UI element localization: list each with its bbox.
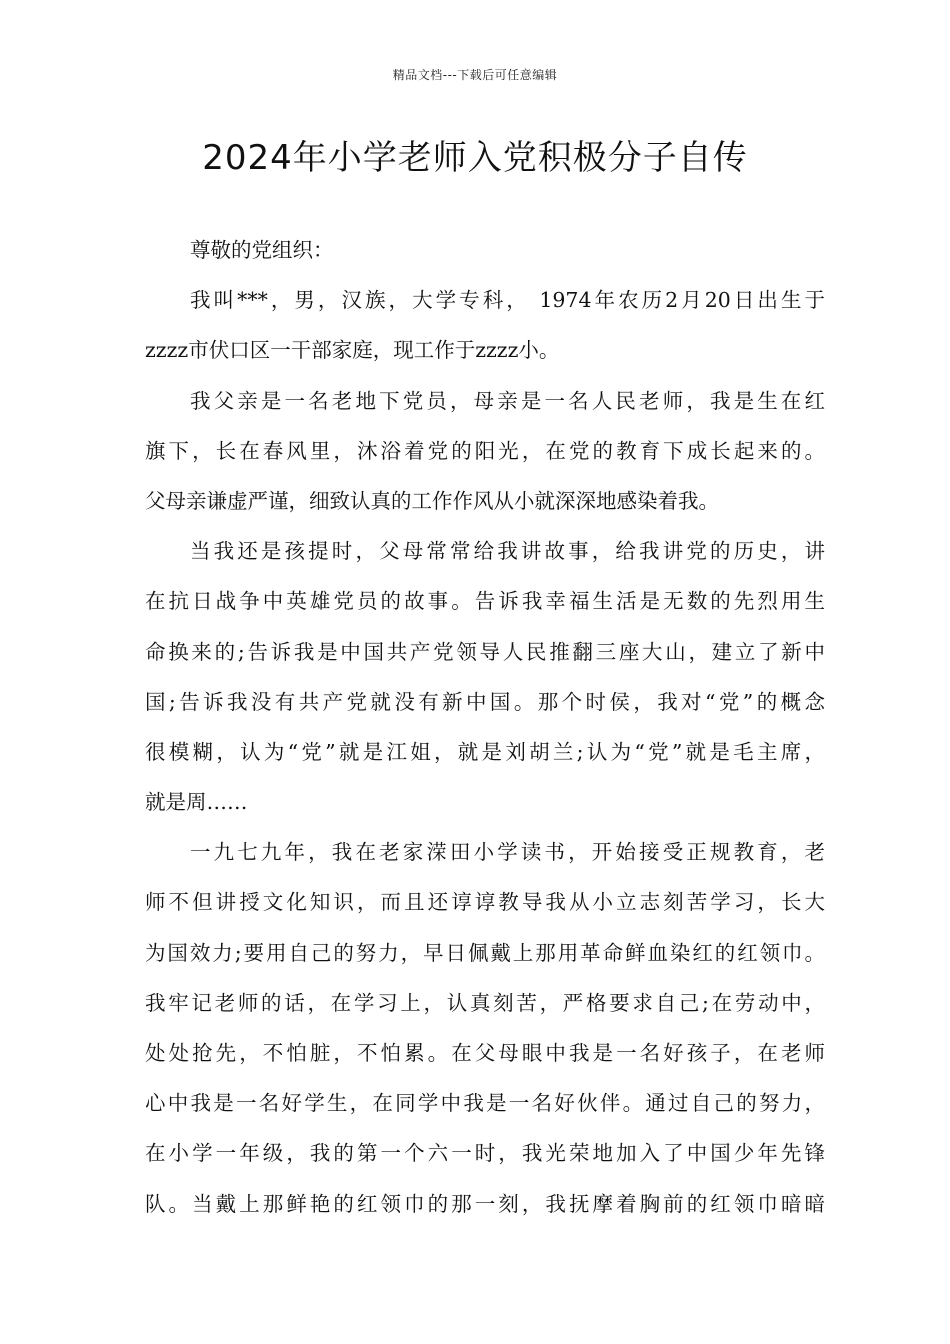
text-line: 当我还是孩提时，父母常常给我讲故事，给我讲党的历史，讲 — [190, 539, 825, 564]
text-line: 处处抢先，不怕脏，不怕累。在父母眼中我是一名好孩子，在老师 — [145, 1041, 825, 1065]
text-line: 旗下，长在春风里，沐浴着党的阳光，在党的教育下成长起来的。 — [145, 438, 825, 463]
text-line: 很模糊，认为“党”就是江姐，就是刘胡兰;认为“党”就是毛主席， — [145, 739, 825, 764]
body-text — [145, 234, 825, 1238]
text-line: 为国效力;要用自己的努力，早日佩戴上那用革命鲜血染红的红领巾。 — [145, 940, 825, 965]
text-line: 在小学一年级，我的第一个六一时，我光荣地加入了中国少年先锋 — [145, 1141, 825, 1166]
text-line: 我叫***，男，汉族，大学专科， 1974年农历2月20日出生于 — [190, 288, 825, 313]
text-line: 国;告诉我没有共产党就没有新中国。那个时侯，我对“党”的概念 — [145, 689, 825, 714]
header-note: 精品文档---下载后可任意编辑 — [392, 68, 558, 82]
text-line: zzzz市伏口区一干部家庭，现工作于zzzz小。 — [145, 338, 560, 363]
text-line: 心中我是一名好学生，在同学中我是一名好伙伴。通过自己的努力， — [145, 1091, 825, 1116]
text-line: 在抗日战争中英雄党员的故事。告诉我幸福生活是无数的先烈用生 — [145, 589, 825, 614]
text-line: 师不但讲授文化知识，而且还谆谆教导我从小立志刻苦学习，长大 — [145, 890, 825, 915]
text-line: 我牢记老师的话，在学习上，认真刻苦，严格要求自己;在劳动中， — [145, 990, 825, 1015]
text-line: 父母亲谦虚严谨，细致认真的工作作风从小就深深地感染着我。 — [145, 488, 719, 513]
text-line: 命换来的;告诉我是中国共产党领导人民推翻三座大山，建立了新中 — [145, 639, 825, 664]
text-line: 尊敬的党组织： — [190, 238, 334, 262]
text-line: 我父亲是一名老地下党员，母亲是一名人民老师，我是生在红 — [190, 388, 825, 413]
text-line: 队。当戴上那鲜艳的红领巾的那一刻，我抚摩着胸前的红领巾暗暗 — [145, 1191, 825, 1216]
page-title: 2024年小学老师入党积极分子自传 — [202, 138, 748, 178]
text-line: 一九七九年，我在老家溁田小学读书，开始接受正规教育，老 — [190, 840, 825, 865]
text-line: 就是周…… — [145, 790, 248, 815]
